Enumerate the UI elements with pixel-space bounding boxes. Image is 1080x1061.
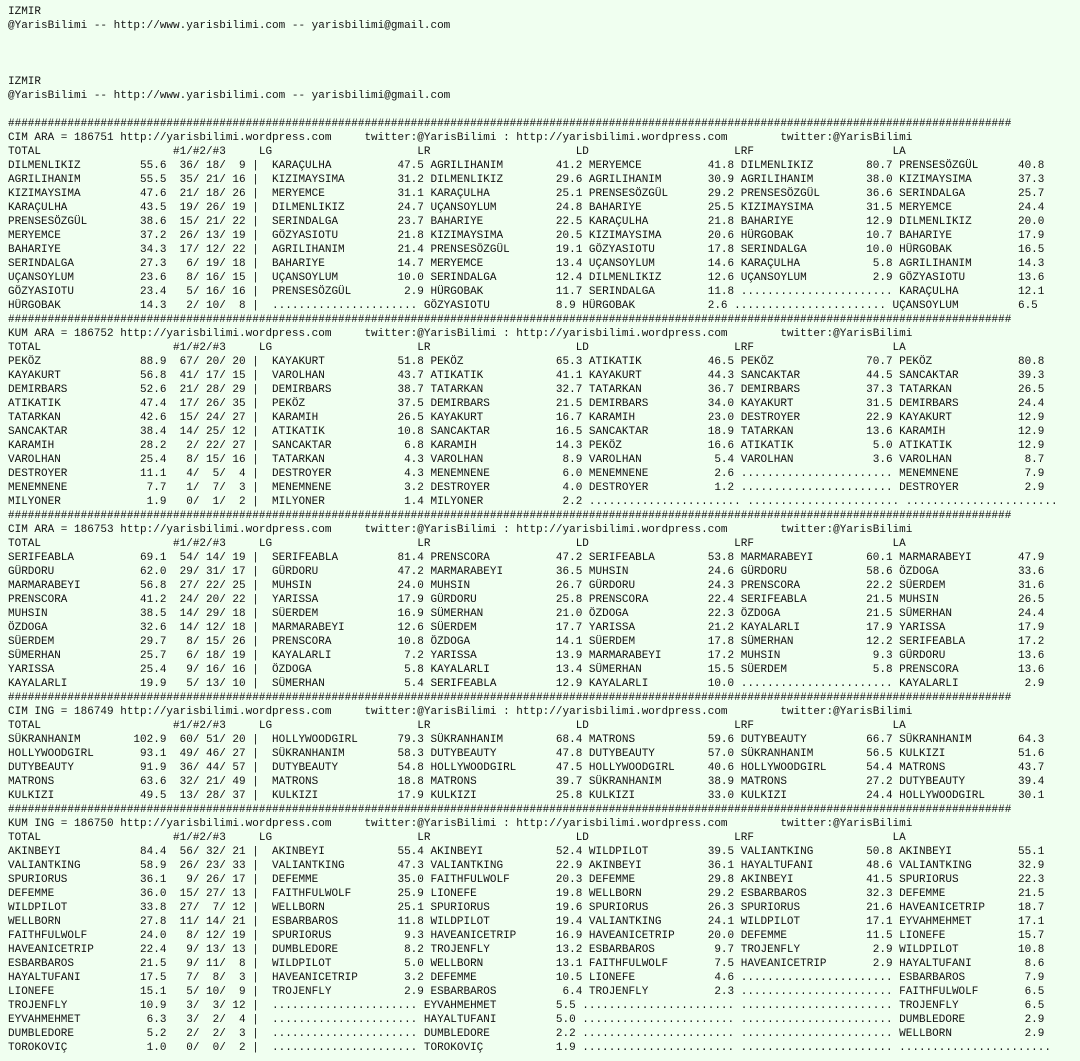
report-line: DUTYBEAUTY 91.9 36/ 44/ 57 | DUTYBEAUTY 54.8 HOLLYWOODGIRL 47.5 HOLLYWOODGIRL 40.6 HOLLYWOODGIRL 54.4 MATRONS 43.7	[8, 762, 1045, 774]
report-line: VAROLHAN 25.4 8/ 15/ 16 | TATARKAN 4.3 VAROLHAN 8.9 VAROLHAN 5.4 VAROLHAN 3.6 VAROLHAN 8.7	[8, 454, 1045, 466]
report-line: MILYONER 1.9 0/ 1/ 2 | MILYONER 1.4 MILYONER 2.2 ....................... ....................... .......................	[8, 496, 1058, 508]
report-line: PRENSCORA 41.2 24/ 20/ 22 | YARISSA 17.9 GÜRDORU 25.8 PRENSCORA 22.4 SERIFEABLA 21.5 MUHSIN 26.5	[8, 594, 1045, 606]
report-line: TOTAL #1/#2/#3 LG LR LD LRF LA	[8, 342, 906, 354]
report-line: ATIKATIK 47.4 17/ 26/ 35 | PEKÖZ 37.5 DEMIRBARS 21.5 DEMIRBARS 34.0 KAYAKURT 31.5 DEMIRBARS 24.4	[8, 398, 1045, 410]
report-line: EYVAHMEHMET 6.3 3/ 2/ 4 | ...................... HAYALTUFANI 5.0 ....................... ....................... DUMBLEDORE 2.9	[8, 1014, 1045, 1026]
report-line: SANCAKTAR 38.4 14/ 25/ 12 | ATIKATIK 10.8 SANCAKTAR 16.5 SANCAKTAR 18.9 TATARKAN 13.6 KARAMIH 12.9	[8, 426, 1045, 438]
report-line: ########################################################################################################################################################	[8, 510, 1012, 522]
report-line: AGRILIHANIM 55.5 35/ 21/ 16 | KIZIMAYSIMA 31.2 DILMENLIKIZ 29.6 AGRILIHANIM 30.9 AGRILIHANIM 38.0 KIZIMAYSIMA 37.3	[8, 174, 1045, 186]
report-line: WILDPILOT 33.8 27/ 7/ 12 | WELLBORN 25.1 SPURIORUS 19.6 SPURIORUS 26.3 SPURIORUS 21.6 HAVEANICETRIP 18.7	[8, 902, 1045, 914]
report-line: BAHARIYE 34.3 17/ 12/ 22 | AGRILIHANIM 21.4 PRENSESÖZGÜL 19.1 GÖZYASIOTU 17.8 SERINDALGA 10.0 HÜRGOBAK 16.5	[8, 244, 1045, 256]
report-line: CIM ING = 186749 http://yarisbilimi.wordpress.com twitter:@YarisBilimi : http://yarisbilimi.wordpress.com twitter:@YarisBilimi	[8, 706, 913, 718]
report-line: ########################################################################################################################################################	[8, 804, 1012, 816]
report-line: TOTAL #1/#2/#3 LG LR LD LRF LA	[8, 538, 906, 550]
report-line: HÜRGOBAK 14.3 2/ 10/ 8 | ...................... GÖZYASIOTU 8.9 HÜRGOBAK 2.6 ....................... UÇANSOYLUM 6.5	[8, 300, 1038, 312]
report-line: ########################################################################################################################################################	[8, 692, 1012, 704]
report-line: ########################################################################################################################################################	[8, 118, 1012, 130]
report-line: SÜKRANHANIM 102.9 60/ 51/ 20 | HOLLYWOODGIRL 79.3 SÜKRANHANIM 68.4 MATRONS 59.6 DUTYBEAUTY 66.7 SÜKRANHANIM 64.3	[8, 734, 1045, 746]
report-line	[8, 61, 1058, 75]
report-line: KUM ING = 186750 http://yarisbilimi.wordpress.com twitter:@YarisBilimi : http://yarisbilimi.wordpress.com twitter:@YarisBilimi	[8, 818, 913, 830]
report-line: KAYAKURT 56.8 41/ 17/ 15 | VAROLHAN 43.7 ATIKATIK 41.1 KAYAKURT 44.3 SANCAKTAR 44.5 SANCAKTAR 39.3	[8, 370, 1045, 382]
report-line: YARISSA 25.4 9/ 16/ 16 | ÖZDOGA 5.8 KAYALARLI 13.4 SÜMERHAN 15.5 SÜERDEM 5.8 PRENSCORA 13.6	[8, 664, 1045, 676]
report-line: PEKÖZ 88.9 67/ 20/ 20 | KAYAKURT 51.8 PEKÖZ 65.3 ATIKATIK 46.5 PEKÖZ 70.7 PEKÖZ 80.8	[8, 356, 1045, 368]
report-line: @YarisBilimi -- http://www.yarisbilimi.com -- yarisbilimi@gmail.com	[8, 90, 451, 102]
report-line	[8, 47, 1058, 61]
report-line: GÜRDORU 62.0 29/ 31/ 17 | GÜRDORU 47.2 MARMARABEYI 36.5 MUHSIN 24.6 GÜRDORU 58.6 ÖZDOGA 33.6	[8, 566, 1045, 578]
report-line: PRENSESÖZGÜL 38.6 15/ 21/ 22 | SERINDALGA 23.7 BAHARIYE 22.5 KARAÇULHA 21.8 BAHARIYE 12.9 DILMENLIKIZ 20.0	[8, 216, 1045, 228]
report-line: TROJENFLY 10.9 3/ 3/ 12 | ...................... EYVAHMEHMET 5.5 ....................... ....................... TROJENFLY 6.5	[8, 1000, 1045, 1012]
report-line	[8, 103, 1058, 117]
report-line: DUMBLEDORE 5.2 2/ 2/ 3 | ...................... DUMBLEDORE 2.2 ....................... ....................... WELLBORN 2.9	[8, 1028, 1045, 1040]
report-line: UÇANSOYLUM 23.6 8/ 16/ 15 | UÇANSOYLUM 10.0 SERINDALGA 12.4 DILMENLIKIZ 12.6 UÇANSOYLUM 2.9 GÖZYASIOTU 13.6	[8, 272, 1045, 284]
report-line: MENEMNENE 7.7 1/ 7/ 3 | MENEMNENE 3.2 DESTROYER 4.0 DESTROYER 1.2 ....................... DESTROYER 2.9	[8, 482, 1045, 494]
report-line: KUM ARA = 186752 http://yarisbilimi.wordpress.com twitter:@YarisBilimi : http://yarisbilimi.wordpress.com twitter:@YarisBilimi	[8, 328, 913, 340]
report-line: ESBARBAROS 21.5 9/ 11/ 8 | WILDPILOT 5.0 WELLBORN 13.1 FAITHFULWOLF 7.5 HAVEANICETRIP 2.9 HAYALTUFANI 8.6	[8, 958, 1045, 970]
report-line	[8, 33, 1058, 47]
report-line: KIZIMAYSIMA 47.6 21/ 18/ 26 | MERYEMCE 31.1 KARAÇULHA 25.1 PRENSESÖZGÜL 29.2 PRENSESÖZGÜL 36.6 SERINDALGA 25.7	[8, 188, 1045, 200]
report-line: DEMIRBARS 52.6 21/ 28/ 29 | DEMIRBARS 38.7 TATARKAN 32.7 TATARKAN 36.7 DEMIRBARS 37.3 TATARKAN 26.5	[8, 384, 1045, 396]
report-line: DEFEMME 36.0 15/ 27/ 13 | FAITHFULWOLF 25.9 LIONEFE 19.8 WELLBORN 29.2 ESBARBAROS 32.3 DEFEMME 21.5	[8, 888, 1045, 900]
report-line: MATRONS 63.6 32/ 21/ 49 | MATRONS 18.8 MATRONS 39.7 SÜKRANHANIM 38.9 MATRONS 27.2 DUTYBEAUTY 39.4	[8, 776, 1045, 788]
report-line: IZMIR	[8, 76, 42, 88]
report-line: SÜMERHAN 25.7 6/ 18/ 19 | KAYALARLI 7.2 YARISSA 13.9 MARMARABEYI 17.2 MUHSIN 9.3 GÜRDORU 13.6	[8, 650, 1045, 662]
report-line: GÖZYASIOTU 23.4 5/ 16/ 16 | PRENSESÖZGÜL 2.9 HÜRGOBAK 11.7 SERINDALGA 11.8 ....................... KARAÇULHA 12.1	[8, 286, 1045, 298]
report-line: MARMARABEYI 56.8 27/ 22/ 25 | MUHSIN 24.0 MUHSIN 26.7 GÜRDORU 24.3 PRENSCORA 22.2 SÜERDEM 31.6	[8, 580, 1045, 592]
report-line: HAYALTUFANI 17.5 7/ 8/ 3 | HAVEANICETRIP 3.2 DEFEMME 10.5 LIONEFE 4.6 ....................... ESBARBAROS 7.9	[8, 972, 1045, 984]
report-line: IZMIR	[8, 6, 42, 18]
report-line: ########################################################################################################################################################	[8, 314, 1012, 326]
report-line: AKINBEYI 84.4 56/ 32/ 21 | AKINBEYI 55.4 AKINBEYI 52.4 WILDPILOT 39.5 VALIANTKING 50.8 AKINBEYI 55.1	[8, 846, 1045, 858]
report-line: DESTROYER 11.1 4/ 5/ 4 | DESTROYER 4.3 MENEMNENE 6.0 MENEMNENE 2.6 ....................... MENEMNENE 7.9	[8, 468, 1045, 480]
report-line: SERIFEABLA 69.1 54/ 14/ 19 | SERIFEABLA 81.4 PRENSCORA 47.2 SERIFEABLA 53.8 MARMARABEYI 60.1 MARMARABEYI 47.9	[8, 552, 1045, 564]
report-line: TOTAL #1/#2/#3 LG LR LD LRF LA	[8, 146, 906, 158]
report-line: LIONEFE 15.1 5/ 10/ 9 | TROJENFLY 2.9 ESBARBAROS 6.4 TROJENFLY 2.3 ....................... FAITHFULWOLF 6.5	[8, 986, 1045, 998]
report-line: TOTAL #1/#2/#3 LG LR LD LRF LA	[8, 832, 906, 844]
report-line: SERINDALGA 27.3 6/ 19/ 18 | BAHARIYE 14.7 MERYEMCE 13.4 UÇANSOYLUM 14.6 KARAÇULHA 5.8 AGRILIHANIM 14.3	[8, 258, 1045, 270]
report-line: HOLLYWOODGIRL 93.1 49/ 46/ 27 | SÜKRANHANIM 58.3 DUTYBEAUTY 47.8 DUTYBEAUTY 57.0 SÜKRANHANIM 56.5 KULKIZI 51.6	[8, 748, 1045, 760]
report-line: @YarisBilimi -- http://www.yarisbilimi.com -- yarisbilimi@gmail.com	[8, 20, 451, 32]
report-line: ÖZDOGA 32.6 14/ 12/ 18 | MARMARABEYI 12.6 SÜERDEM 17.7 YARISSA 21.2 KAYALARLI 17.9 YARISSA 17.9	[8, 622, 1045, 634]
report-line: HAVEANICETRIP 22.4 9/ 13/ 13 | DUMBLEDORE 8.2 TROJENFLY 13.2 ESBARBAROS 9.7 TROJENFLY 2.9 WILDPILOT 10.8	[8, 944, 1045, 956]
report-line: WELLBORN 27.8 11/ 14/ 21 | ESBARBAROS 11.8 WILDPILOT 19.4 VALIANTKING 24.1 WILDPILOT 17.1 EYVAHMEHMET 17.1	[8, 916, 1045, 928]
report-line: TATARKAN 42.6 15/ 24/ 27 | KARAMIH 26.5 KAYAKURT 16.7 KARAMIH 23.0 DESTROYER 22.9 KAYAKURT 12.9	[8, 412, 1045, 424]
report-line: KAYALARLI 19.9 5/ 13/ 10 | SÜMERHAN 5.4 SERIFEABLA 12.9 KAYALARLI 10.0 ....................... KAYALARLI 2.9	[8, 678, 1045, 690]
report-line: SPURIORUS 36.1 9/ 26/ 17 | DEFEMME 35.0 FAITHFULWOLF 20.3 DEFEMME 29.8 AKINBEYI 41.5 SPURIORUS 22.3	[8, 874, 1045, 886]
report-line: CIM ARA = 186753 http://yarisbilimi.wordpress.com twitter:@YarisBilimi : http://yarisbilimi.wordpress.com twitter:@YarisBilimi	[8, 524, 913, 536]
report-line: KARAÇULHA 43.5 19/ 26/ 19 | DILMENLIKIZ 24.7 UÇANSOYLUM 24.8 BAHARIYE 25.5 KIZIMAYSIMA 31.5 MERYEMCE 24.4	[8, 202, 1045, 214]
report-line: FAITHFULWOLF 24.0 8/ 12/ 19 | SPURIORUS 9.3 HAVEANICETRIP 16.9 HAVEANICETRIP 20.0 DEFEMME 11.5 LIONEFE 15.7	[8, 930, 1045, 942]
report-line: DILMENLIKIZ 55.6 36/ 18/ 9 | KARAÇULHA 47.5 AGRILIHANIM 41.2 MERYEMCE 41.8 DILMENLIKIZ 80.7 PRENSESÖZGÜL 40.8	[8, 160, 1045, 172]
report-line: SÜERDEM 29.7 8/ 15/ 26 | PRENSCORA 10.8 ÖZDOGA 14.1 SÜERDEM 17.8 SÜMERHAN 12.2 SERIFEABLA 17.2	[8, 636, 1045, 648]
report-line: KARAMIH 28.2 2/ 22/ 27 | SANCAKTAR 6.8 KARAMIH 14.3 PEKÖZ 16.6 ATIKATIK 5.0 ATIKATIK 12.9	[8, 440, 1045, 452]
report-line: TOTAL #1/#2/#3 LG LR LD LRF LA	[8, 720, 906, 732]
report-line: TOROKOVIÇ 1.0 0/ 0/ 2 | ...................... TOROKOVIÇ 1.9 ....................... ....................... .......................	[8, 1042, 1051, 1054]
report-line: KULKIZI 49.5 13/ 28/ 37 | KULKIZI 17.9 KULKIZI 25.8 KULKIZI 33.0 KULKIZI 24.4 HOLLYWOODGIRL 30.1	[8, 790, 1045, 802]
report-line: MUHSIN 38.5 14/ 29/ 18 | SÜERDEM 16.9 SÜMERHAN 21.0 ÖZDOGA 22.3 ÖZDOGA 21.5 SÜMERHAN 24.4	[8, 608, 1045, 620]
report-line: MERYEMCE 37.2 26/ 13/ 19 | GÖZYASIOTU 21.8 KIZIMAYSIMA 20.5 KIZIMAYSIMA 20.6 HÜRGOBAK 10.7 BAHARIYE 17.9	[8, 230, 1045, 242]
report-line: CIM ARA = 186751 http://yarisbilimi.wordpress.com twitter:@YarisBilimi : http://yarisbilimi.wordpress.com twitter:@YarisBilimi	[8, 132, 913, 144]
report-line: VALIANTKING 58.9 26/ 23/ 33 | VALIANTKING 47.3 VALIANTKING 22.9 AKINBEYI 36.1 HAYALTUFANI 48.6 VALIANTKING 32.9	[8, 860, 1045, 872]
report-text	[8, 5, 1058, 1055]
